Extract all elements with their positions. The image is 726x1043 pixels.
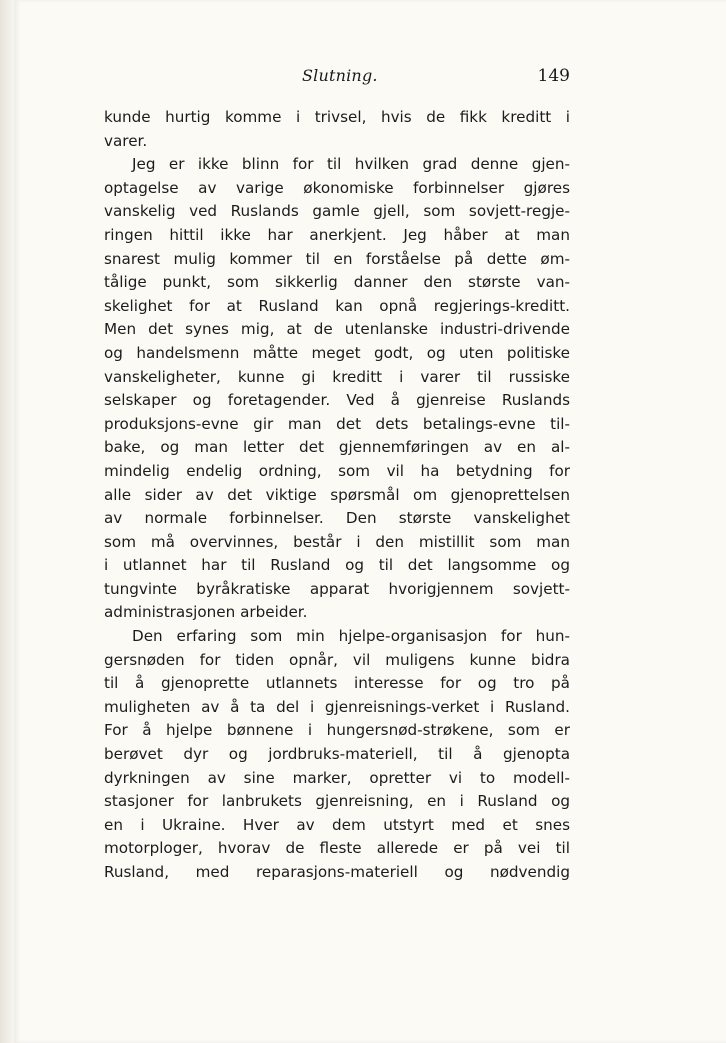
text-line: varer.: [104, 131, 148, 150]
text-line: vanskeligheter, kunne gi kreditt i varer til russiske: [104, 367, 570, 386]
text-line: bake, og man letter det gjennemføringen av en al-: [104, 438, 570, 457]
text-line: vanskelig ved Ruslands gamle gjell, som sovjett-regje-: [104, 202, 570, 221]
text-line: muligheten av å ta del i gjenreisnings-verket i Rusland.: [104, 697, 570, 716]
page-number: 149: [537, 66, 570, 86]
text-line: Rusland, med reparasjons-materiell og nødvendig: [104, 863, 570, 881]
text-line: Men det synes mig, at de utenlanske industri-drivende: [104, 320, 570, 339]
text-line: Den erfaring som min hjelpe-organisasjon for hun-: [132, 627, 570, 646]
text-line: mindelig endelig ordning, som vil ha betydning for: [104, 461, 570, 480]
text-line: gersnøden for tiden opnår, vil muligens kunne bidra: [104, 650, 570, 669]
text-line: snarest mulig kommer til en forståelse på dette øm-: [104, 249, 570, 268]
text-line: administrasjonen arbeider.: [104, 603, 308, 622]
body-text: [104, 106, 570, 885]
text-line: selskaper og foretagender. Ved å gjenreise Ruslands: [104, 391, 570, 410]
text-line: Jeg er ikke blinn for til hvilken grad denne gjen-: [132, 155, 570, 174]
text-line: til å gjenoprette utlannets interesse for og tro på: [104, 674, 570, 693]
text-line: av normale forbinnelser. Den største vanskelighet: [104, 509, 570, 528]
text-line: produksjons-evne gir man det dets betalings-evne til-: [104, 414, 570, 433]
text-line: stasjoner for lanbrukets gjenreisning, en i Rusland og: [104, 792, 570, 811]
text-line: en i Ukraine. Hver av dem utstyrt med et snes: [104, 815, 570, 834]
text-line: tålige punkt, som sikkerlig danner den største van-: [104, 273, 570, 292]
book-gutter: [0, 0, 14, 1043]
text-line: optagelse av varige økonomiske forbinnelser gjøres: [104, 178, 570, 197]
text-line: berøvet dyr og jordbruks-materiell, til å gjenopta: [104, 745, 570, 764]
text-line: i utlannet har til Rusland og til det langsomme og: [104, 556, 570, 575]
text-line: kunde hurtig komme i trivsel, hvis de fikk kreditt i: [104, 108, 570, 126]
text-line: motorploger, hvorav de fleste allerede er på vei til: [104, 839, 570, 858]
text-line: alle sider av det viktige spørsmål om gjenoprettelsen: [104, 485, 570, 504]
running-head: Slutning.: [302, 66, 378, 85]
page-header: [104, 66, 570, 92]
text-line: skelighet for at Rusland kan opnå regjerings-kreditt.: [104, 296, 570, 315]
text-line: dyrkningen av sine marker, opretter vi to modell-: [104, 768, 570, 787]
text-line: For å hjelpe bønnene i hungersnød-strøkene, som er: [104, 721, 570, 740]
text-line: tungvinte byråkratiske apparat hvorigjennem sovjett-: [104, 579, 570, 598]
book-page: [14, 0, 726, 1043]
text-line: ringen hittil ikke har anerkjent. Jeg håber at man: [104, 225, 570, 244]
text-line: og handelsmenn måtte meget godt, og uten politiske: [104, 343, 570, 362]
text-line: som må overvinnes, består i den mistillit som man: [104, 532, 570, 551]
